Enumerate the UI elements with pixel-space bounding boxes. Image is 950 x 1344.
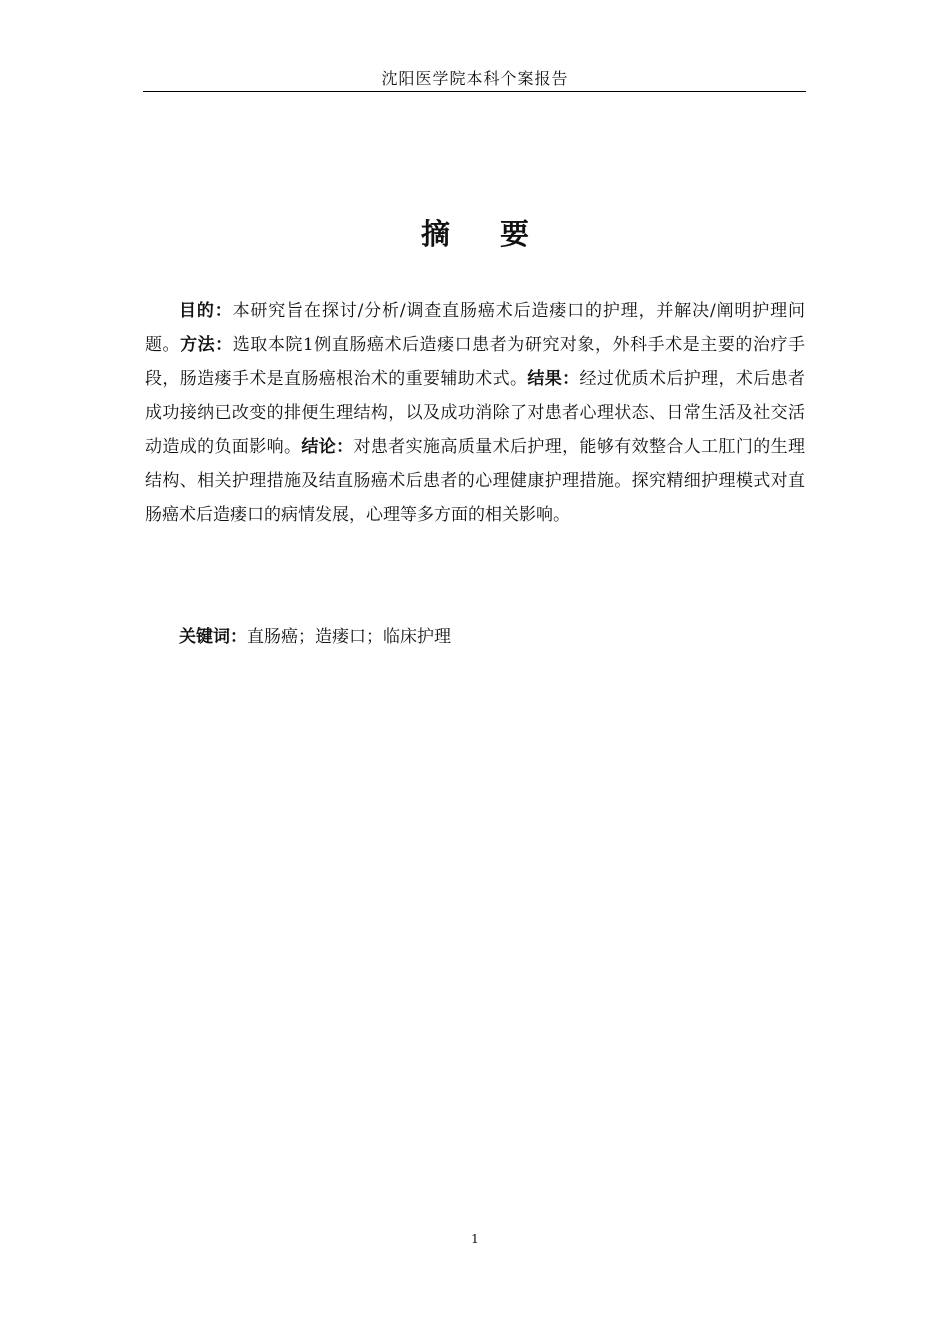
objective-text: 本研究旨在探讨/分析/调查直肠癌术后造瘘口的护理，并解决/阐明护理问题。 (145, 301, 806, 355)
keywords-line (145, 620, 805, 654)
conclusion-text: 对患者实施高质量术后护理，能够有效整合人工肛门的生理结构、相关护理措施及结直肠癌术后患者的心理健康护理措施。探究精细护理模式对直肠癌术后造瘘口的病情发展，心理等多方面的相关影响。 (145, 437, 806, 525)
page-number: 1 (471, 1232, 479, 1246)
methods-label: 方法： (180, 335, 233, 355)
abstract-paragraph (145, 294, 805, 532)
objective-label: 目的： (179, 301, 233, 321)
conclusion-label: 结论： (301, 437, 354, 457)
keywords-label: 关键词： (179, 627, 247, 647)
keywords-text: 直肠癌；造瘘口；临床护理 (247, 627, 451, 647)
header-divider (143, 91, 806, 92)
page-title: 摘 要 (420, 217, 550, 251)
running-header: 沈阳医学院本科个案报告 (381, 69, 569, 88)
results-label: 结果： (527, 369, 580, 389)
methods-text: 选取本院1例直肠癌术后造瘘口患者为研究对象，外科手术是主要的治疗手段，肠造瘘手术是直肠癌根治术的重要辅助术式。 (145, 335, 805, 389)
results-text: 经过优质术后护理，术后患者成功接纳已改变的排便生理结构，以及成功消除了对患者心理状态、日常生活及社交活动造成的负面影响。 (145, 369, 806, 457)
